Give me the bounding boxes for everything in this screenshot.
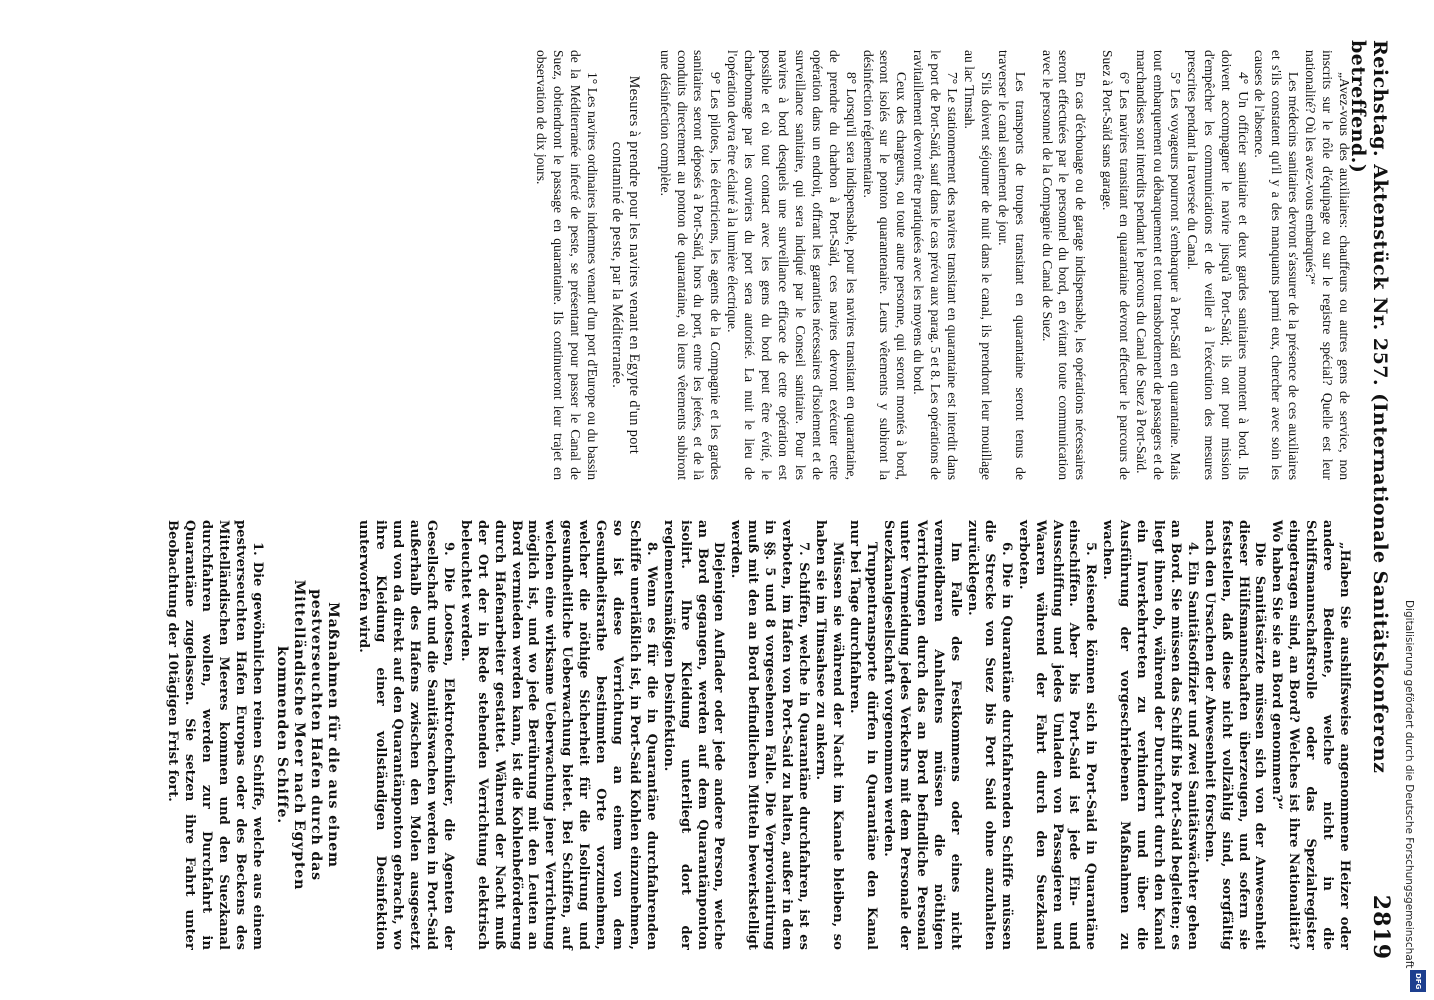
section-heading: Mesures à prendre pour les navires venant en Egypte d'un port contaminé de peste, par la Méditerranée. [608,75,642,455]
paragraph: „Haben Sie aushilfsweise angenommene Heizer oder andere Bediente, welche nicht in die Schiffsmannschaftsrolle oder das Spezialregister eingetragen sind, an Bord? Welches ist ihre Nationalität? Wo haben Sie sie an Bord genommen?“ [1269,520,1352,950]
german-column [163,520,1352,950]
paragraph: Ceux des chargeurs, ou toute autre personne, qui seront montés à bord, seront isolés sur le ponton quarantenaire. Leurs vêtements y subiront la désinfection réglementaire. [860,50,910,480]
section-heading: Maßnahmen für die aus einem pestverseuchten Hafen durch das Mittelländische Meer nach Egypten kommenden Schiffe. [273,579,341,891]
page-header [1347,40,1394,960]
running-title: Reichstag. Aktenstück Nr. 257. (Internationale Sanitätskonferenz betreffend.) [1347,40,1391,774]
paragraph: Müssen sie während der Nacht im Kanale bleiben, so haben sie im Timsahsee zu ankern. [812,520,845,950]
dfg-logo: DFG [1410,970,1426,992]
paragraph: 5. Reisende können sich in Port-Said in Quarantäne einschiffen. Aber bis Port-Said ist jede Ein- und Ausschiffung und jedes Umladen von Passagieren und Waaren während der Fahrt durch den Suezkanal verboten. [1015,520,1099,950]
paragraph: 7° Le stationnement des navires transitant en quarantaine est interdit dans le port de Port-Saïd, sauf dans le cas prévu aux parag. 5 et 8. Les opérations de ravitaillement devront être pratiquées avec les moyens du bord. [911,50,961,480]
credit-text: Digitalisierung gefördert durch die Deutsche Forschungsgemeinschaft [1403,600,1415,969]
paragraph: En cas d'échouage ou de garage indispensable, les opérations nécessaires seront effectuées par le personnel du bord, en évitant toute communication avec le personnel de la Compagnie du Canal de Suez. [1039,50,1089,480]
french-column [532,50,1352,480]
paragraph: 4. Ein Sanitätsoffizier und zwei Sanitätswächter gehen an Bord. Sie müssen das Schiff bis Port-Said begleiten; es liegt ihnen ob, während der Durchfahrt durch den Kanal ein Inverkehrtreten zu verhindern und über die Ausführung der vorgeschriebenen Maßnahmen zu wachen. [1100,520,1200,950]
paragraph: 7. Schiffen, welche in Quarantäne durchfahren, ist es verboten, im Hafen von Port-Said zu halten, außer in dem in §§. 5 und 8 vorgesehenen Falle. Die Verproviantirung muß mit den an Bord befindlichen Mitteln bewerkstelligt werden. [728,520,811,950]
paragraph: Die Sanitätsärzte müssen sich von der Anwesenheit dieser Hülfsmannschaften überzeugen, und sofern sie feststellen, daß diese nicht vollzählig sind, sorgfältig nach den Ursachen der Abwesenheit forschen. [1201,520,1268,950]
paragraph: 8° Lorsqu'il sera indispensable, pour les navires transitant en quarantaine, de prendre du charbon à Port-Saïd, ces navires devront exécuter cette opération dans un endroit, offrant les garanties nécessaires d'isolement et de surveillance sanitaire, qui sera indiqué par le Conseil sanitaire. Pour les navires à bord desquels une surveillance efficace de cette opération est possible et où tout contact avec les gens du bord peut être évité, le charbonnage par les ouvriers du port sera autorisé. La nuit le lieu de l'opération devra être éclairé à la lumière électrique. [725,50,859,480]
paragraph: 1. Die gewöhnlichen reinen Schiffe, welche aus einem pestverseuchten Hafen Europas oder des Beckens des Mittelländischen Meeres kommen und den Suezkanal durchfahren wollen, werden zur Durchfahrt in Quarantäne zugelassen. Sie setzen ihre Fahrt unter Beobachtung der 10tägigen Frist fort. [165,520,265,950]
paragraph: Les médecins sanitaires devront s'assurer de la présence de ces auxiliaires et s'ils constatent qu'il y a des manquants parmi eux, chercher avec soin les causes de l'absence. [1252,50,1302,480]
paragraph: 6° Les navires transitant en quarantaine devront effectuer le parcours de Suez à Port-Saïd sans garage. [1100,50,1133,480]
paragraph: 1° Les navires ordinaires indemnes venant d'un port d'Europe ou du bassin de la Méditerranée infecté de peste, se présentant pour passer le Canal de Suez, obtiendront le passage en quarantaine. Ils continueront leur trajet en observation de dix jours. [534,50,600,480]
paragraph: 9° Les pilotes, les électriciens, les agents de la Compagnie et les gardes sanitaires seront déposés à Port-Saïd, hors du port, entre les jetées, et de là conduits directement au ponton de quarantaine, où leurs vêtements subiront une désinfection complète. [657,50,724,480]
paragraph: Les transports de troupes transitant en quarantaine seront tenus de traverser le canal seulement de jour. [995,50,1028,480]
paragraph: S'ils doivent séjourner de nuit dans le canal, ils prendront leur mouillage au lac Timsah. [961,50,994,480]
paragraph: 5° Les voyageurs pourront s'embarquer à Port-Saïd en quarantaine. Mais tout embarquement ou débarquement et tout transbordement de passagers et de marchandises sont interdits pendant le parcours du Canal de Suez à Port-Saïd. [1134,50,1183,480]
paragraph: 9. Die Lootsen, Elektrotechniker, die Agenten der Gesellschaft und die Sanitätswachen werden in Port-Said außerhalb des Hafens zwischen den Molen ausgesetzt und von da direkt auf den Quarantänponton gebracht, wo ihre Kleidung einer vollständigen Desinfektion unterworfen wird. [356,520,456,950]
paragraph: 4° Un officier sanitaire et deux gardes sanitaires montent à bord. Ils doivent accompagner le navire jusqu'à Port-Saïd; ils ont pour mission d'empêcher les communications et de veiller à l'exécution des mesures prescrites pendant la traversée du Canal. [1184,50,1251,480]
paragraph: „Avez-vous des auxiliaires: chauffeurs ou autres gens de service, non inscrits sur le rôle d'équipage ou sur le registre spécial? Quelle est leur nationalité? Où les avez-vous embarqués?“ [1303,50,1352,480]
page-number: 2819 [1368,894,1394,960]
paragraph: 6. Die in Quarantäne durchfahrenden Schiffe müssen die Strecke von Suez bis Port Said ohne anzuhalten zurücklegen. [965,520,1014,950]
digitization-credit [1403,600,1427,990]
paragraph: Truppentransporte dürfen in Quarantäne den Kanal nur bei Tage durchfahren. [846,520,879,950]
paragraph: Im Falle des Festkommens oder eines nicht vermeidbaren Anhaltens müssen die nöthigen Verrichtungen durch das an Bord befindliche Personal unter Vermeidung jedes Verkehrs mit dem Personale der Suezkanalgesellschaft vorgenommen werden. [880,520,964,950]
paragraph: 8. Wenn es für die in Quarantäne durchfahrenden Schiffe unerläßlich ist, in Port-Said Kohlen einzunehmen, so ist diese Verrichtung an einem von dem Gesundheitsrathe bestimmten Orte vorzunehmen, welcher die nöthige Sicherheit für die Isolirung und gesundheitliche Ueberwachung bietet. Bei Schiffen, auf welchen eine wirksame Ueberwachung jener Verrichtung möglich ist, und wo jede Berührung mit den Leuten an Bord vermieden werden kann, ist die Kohlenbeförderung durch Hafenarbeiter gestattet. Während der Nacht muß der Ort der in Rede stehenden Verrichtung elektrisch beleuchtet werden. [457,520,659,950]
paragraph: Diejenigen Auflader oder jede andere Person, welche an Bord gegangen, werden auf dem Quarantänponton isolirt. Ihre Kleidung unterliegt dort der reglementsmäßigen Desinfektion. [660,520,727,950]
